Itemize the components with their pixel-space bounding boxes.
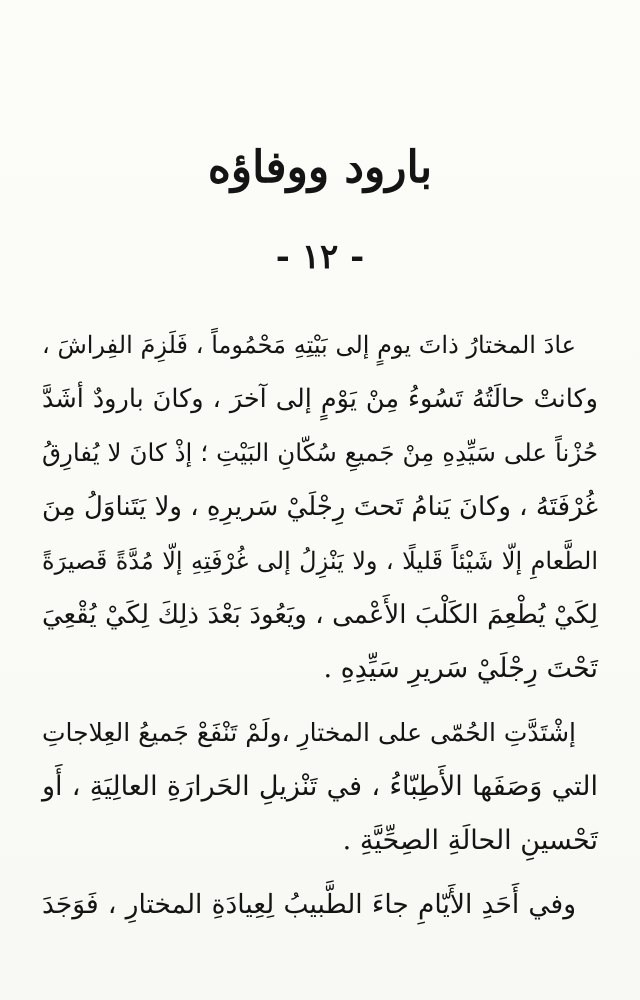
chapter-title: بارود ووفاؤه [207, 142, 433, 193]
text-line: عادَ المختارُ ذاتَ يومٍ إلى بَيْتِهِ مَحْمُوماً ، فَلَزِمَ الفِراشَ ، [42, 331, 576, 359]
text-line: الطَّعامِ إلّا شَيْئاً قَليلًا ، ولا يَنْزِلُ إلى غُرْفَتِهِ إلّا مُدَّةً قَصيرَةً [42, 547, 598, 575]
chapter-number: - ١٢ - [275, 237, 365, 277]
body-text [42, 318, 598, 932]
text-line: غُرْفَتَهُ ، وكانَ يَنامُ تَحتَ رِجْلَيْ سَريرِهِ ، ولا يَتَناوَلُ مِنَ [42, 492, 598, 522]
paragraph-2 [42, 706, 598, 868]
paragraph-1 [42, 318, 598, 696]
paragraph-3 [42, 878, 598, 932]
text-line: لِكَيْ يُطْعِمَ الكَلْبَ الأَعْمى ، ويَعُودَ بَعْدَ ذلِكَ لِكَيْ يُقْعِيَ [42, 600, 598, 630]
text-line: التي وَصَفَها الأَطِبّاءُ ، في تَنْزيلِ الحَرارَةِ العالِيَةِ ، أَو [42, 771, 598, 802]
text-line: وكانتْ حالَتُهُ تَسُوءُ مِنْ يَوْمٍ إلى آخرَ ، وكانَ بارودٌ أشَدَّ [42, 384, 598, 414]
text-line: وفي أَحَدِ الأَيّامِ جاءَ الطَّبيبُ لِعِيادَةِ المختارِ ، فَوَجَدَ [42, 889, 576, 920]
text-line: تَحْسينِ الحالَةِ الصِحِّيَّةِ . [342, 825, 598, 856]
text-line: تَحْتَ رِجْلَيْ سَريرِ سَيِّدِهِ . [323, 653, 598, 684]
text-line: حُزْناً على سَيِّدِهِ مِنْ جَميعِ سُكّانِ البَيْتِ ؛ إذْ كانَ لا يُفارِقُ [42, 438, 598, 467]
text-line: إشْتَدَّتِ الحُمّى على المختارِ ،ولَمْ تَنْفَعْ جَميعُ العِلاجاتِ [42, 718, 576, 747]
